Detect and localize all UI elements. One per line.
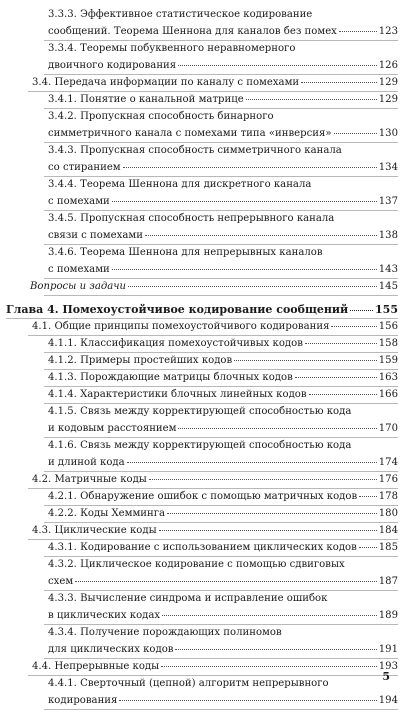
- dot-leader: [359, 547, 377, 548]
- toc-entry-line[interactable]: [32, 473, 398, 487]
- toc-entry-title: для циклических кодов: [48, 644, 174, 655]
- toc-page-number: 130: [378, 128, 398, 139]
- toc-entry-title: 4.2.2. Коды Хемминга: [48, 508, 166, 519]
- dot-leader: [145, 235, 377, 236]
- toc-entry-line[interactable]: [48, 178, 398, 192]
- toc-separator: [28, 91, 398, 92]
- dot-leader: [359, 496, 377, 497]
- toc-separator: [44, 108, 398, 109]
- toc-entry-title: 3.3.3. Эффективное статистическое кодирование: [48, 9, 313, 20]
- toc-page-number: 166: [378, 389, 398, 400]
- toc-separator: [44, 437, 398, 438]
- toc-page-number: 185: [378, 542, 398, 553]
- toc-entry-title: 3.4.4. Теорема Шеннона для дискретного канала: [48, 179, 312, 190]
- toc-entry-line[interactable]: [48, 439, 398, 453]
- toc-page-number: 193: [378, 661, 398, 672]
- toc-entry-title: в циклических кодах: [48, 610, 161, 621]
- dot-leader: [112, 201, 377, 202]
- dot-leader: [178, 428, 376, 429]
- toc-page-number: 194: [378, 695, 398, 706]
- toc-entry-title: 3.4.2. Пропускная способность бинарного: [48, 111, 274, 122]
- toc-entry-line[interactable]: [48, 229, 398, 243]
- toc-chapter-line[interactable]: [6, 303, 398, 317]
- toc-entry-title: 4.1.1. Классификация помехоустойчивых кодов: [48, 338, 303, 349]
- toc-entry-line[interactable]: [48, 59, 398, 73]
- toc-entry-title: 4.2.1. Обнаружение ошибок с помощью матричных кодов: [48, 491, 358, 502]
- toc-entry-line[interactable]: [48, 8, 398, 22]
- toc-entry-line[interactable]: [48, 161, 398, 175]
- toc-page-number: 145: [378, 281, 398, 292]
- dot-leader: [295, 377, 377, 378]
- toc-separator: [44, 590, 398, 591]
- toc-entry-line[interactable]: [48, 592, 398, 606]
- toc-entry-title: 4.2. Матричные коды: [32, 474, 147, 485]
- toc-entry-title: 3.4.6. Теорема Шеннона для непрерывных каналов: [48, 247, 323, 258]
- toc-entry-line[interactable]: [48, 42, 398, 56]
- toc-entry-line[interactable]: [48, 558, 398, 572]
- toc-entry-title: 4.3.3. Вычисление синдрома и исправление ошибок: [48, 593, 328, 604]
- toc-entry-title: 3.4.1. Понятие о канальной матрице: [48, 94, 244, 105]
- dot-leader: [350, 310, 373, 311]
- toc-entry-line[interactable]: [32, 76, 398, 90]
- dot-leader: [309, 394, 377, 395]
- toc-page-number: 174: [378, 457, 398, 468]
- toc-page-number: 159: [378, 355, 398, 366]
- toc-page-number: 143: [378, 264, 398, 275]
- toc-entry-title: Глава 4. Помехоустойчивое кодирование сообщений: [6, 303, 349, 316]
- toc-entry-title: 4.3.4. Получение порождающих полиномов: [48, 627, 282, 638]
- toc-separator: [44, 369, 398, 370]
- toc-page-number: 191: [378, 644, 398, 655]
- dot-leader: [112, 269, 377, 270]
- toc-separator: [44, 176, 398, 177]
- toc-entry-line[interactable]: [48, 405, 398, 419]
- toc-entry-line[interactable]: [32, 320, 398, 334]
- toc-entry-line[interactable]: [48, 110, 398, 124]
- dot-leader: [75, 581, 377, 582]
- toc-entry-title: со стиранием: [48, 162, 121, 173]
- toc-entry-title: симметричного канала с помехами типа «инверсия»: [48, 128, 332, 139]
- toc-entry-line[interactable]: [48, 575, 398, 589]
- dot-leader: [161, 666, 377, 667]
- toc-entry-title: 3.3.4. Теоремы побуквенного неравномерного: [48, 43, 296, 54]
- toc-entry-title: и кодовым расстоянием: [48, 423, 177, 434]
- toc-entry-title: 4.4. Непрерывные коды: [32, 661, 160, 672]
- toc-entry-title: с помехами: [48, 264, 110, 275]
- toc-entry-line[interactable]: [32, 524, 398, 538]
- toc-separator: [44, 403, 398, 404]
- toc-page-number: 155: [375, 303, 398, 316]
- toc-page-number: 176: [378, 474, 398, 485]
- dot-leader: [159, 530, 377, 531]
- toc-entry-line[interactable]: [48, 337, 398, 351]
- toc-entry-title: связи с помехами: [48, 230, 143, 241]
- dot-leader: [246, 99, 377, 100]
- toc-entry-line[interactable]: [48, 212, 398, 226]
- toc-page-number: 129: [378, 94, 398, 105]
- toc-entry-title: 4.3.1. Кодирование с использованием циклических кодов: [48, 542, 357, 553]
- toc-entry-line[interactable]: [48, 609, 398, 623]
- toc-entry-title: кодирования: [48, 695, 118, 706]
- toc-entry-title: 4.3. Циклические коды: [32, 525, 157, 536]
- toc-entry-line[interactable]: [48, 388, 398, 402]
- toc-separator: [44, 352, 398, 353]
- toc-separator: [44, 244, 398, 245]
- toc-separator: [44, 295, 398, 296]
- toc-entry-title: 4.1.6. Связь между корректирующей способностью кода: [48, 440, 352, 451]
- toc-page-number: 184: [378, 525, 398, 536]
- toc-separator: [44, 556, 398, 557]
- toc-entry-title: 4.4.1. Сверточный (цепной) алгоритм непрерывного: [48, 678, 329, 689]
- toc-page-number: 189: [378, 610, 398, 621]
- toc-entry-title: двоичного кодирования: [48, 60, 177, 71]
- toc-separator: [44, 624, 398, 625]
- dot-leader: [149, 479, 377, 480]
- toc-entry-line[interactable]: [48, 246, 398, 260]
- toc-separator: [44, 278, 398, 279]
- toc-separator: [44, 505, 398, 506]
- toc-page-number: 138: [378, 230, 398, 241]
- toc-entry-title: 3.4. Передача информации по каналу с помехами: [32, 77, 300, 88]
- toc-entry-line[interactable]: [30, 280, 398, 294]
- dot-leader: [234, 360, 377, 361]
- dot-leader: [301, 82, 377, 83]
- toc-page-number: 158: [378, 338, 398, 349]
- toc-page-number: 170: [378, 423, 398, 434]
- toc-entry-line[interactable]: [48, 490, 398, 504]
- dot-leader: [128, 286, 377, 287]
- toc-page-number: 156: [378, 321, 398, 332]
- dot-leader: [127, 462, 377, 463]
- toc-entry-line[interactable]: [48, 677, 398, 691]
- toc-separator: [28, 675, 398, 676]
- toc-entry-line[interactable]: [48, 371, 398, 385]
- dot-leader: [123, 167, 377, 168]
- toc-entry-line[interactable]: [48, 507, 398, 521]
- toc-entry-title: 4.1.3. Порождающие матрицы блочных кодов: [48, 372, 293, 383]
- dot-leader: [334, 133, 377, 134]
- dot-leader: [162, 615, 377, 616]
- dot-leader: [305, 343, 377, 344]
- toc-separator: [44, 471, 398, 472]
- toc-entry-title: 3.4.3. Пропускная способность симметричного канала: [48, 145, 342, 156]
- toc-separator: [44, 386, 398, 387]
- toc-separator: [28, 335, 398, 336]
- toc-entry-title: Вопросы и задачи: [30, 281, 127, 292]
- toc-entry-line[interactable]: [48, 195, 398, 209]
- toc-entry-line[interactable]: [48, 263, 398, 277]
- dot-leader: [175, 649, 376, 650]
- toc-entry-line[interactable]: [48, 694, 398, 708]
- toc-entry-title: схем: [48, 576, 74, 587]
- toc-entry-line[interactable]: [48, 127, 398, 141]
- toc-separator: [44, 40, 398, 41]
- toc-separator: [28, 488, 398, 489]
- toc-entry-title: 4.1.2. Примеры простейших кодов: [48, 355, 233, 366]
- toc-separator: [28, 539, 398, 540]
- toc-separator: [44, 210, 398, 211]
- dot-leader: [167, 513, 377, 514]
- toc-entry-line[interactable]: [48, 354, 398, 368]
- toc-page-number: 178: [378, 491, 398, 502]
- toc-entry-title: сообщений. Теорема Шеннона для каналов без помех: [48, 26, 337, 37]
- toc-entry-line[interactable]: [48, 626, 398, 640]
- toc-page-number: 123: [378, 26, 398, 37]
- toc-entry-line[interactable]: [48, 643, 398, 657]
- page-number: 5: [382, 670, 390, 683]
- toc-entry-title: 4.1.5. Связь между корректирующей способностью кода: [48, 406, 352, 417]
- toc-entry-line[interactable]: [48, 456, 398, 470]
- toc-separator: [44, 658, 398, 659]
- toc-entry-line[interactable]: [48, 25, 398, 39]
- toc-entry-title: 4.1. Общие принципы помехоустойчивого кодирования: [32, 321, 330, 332]
- dot-leader: [178, 65, 377, 66]
- toc-entry-title: с помехами: [48, 196, 110, 207]
- toc-separator: [44, 142, 398, 143]
- dot-leader: [331, 326, 376, 327]
- toc-entry-title: 3.4.5. Пропускная способность непрерывного канала: [48, 213, 335, 224]
- toc-page-number: 137: [378, 196, 398, 207]
- toc-entry-title: и длиной кода: [48, 457, 125, 468]
- toc-page-number: 187: [378, 576, 398, 587]
- toc-entry-title: 4.1.4. Характеристики блочных линейных кодов: [48, 389, 307, 400]
- toc-entry-line[interactable]: [48, 144, 398, 158]
- toc-separator: [6, 318, 398, 319]
- dot-leader: [339, 31, 377, 32]
- toc-entry-title: 4.3.2. Циклическое кодирование с помощью сдвиговых: [48, 559, 345, 570]
- toc-page-number: 163: [378, 372, 398, 383]
- toc-page-number: 134: [378, 162, 398, 173]
- toc-page-number: 129: [378, 77, 398, 88]
- toc-separator: [44, 74, 398, 75]
- dot-leader: [119, 700, 376, 701]
- toc-page-number: 126: [378, 60, 398, 71]
- toc-entry-line[interactable]: [48, 422, 398, 436]
- toc-entry-line[interactable]: [48, 541, 398, 555]
- toc-entry-line[interactable]: [32, 660, 398, 674]
- toc-page-number: 180: [378, 508, 398, 519]
- toc-entry-line[interactable]: [48, 93, 398, 107]
- toc-separator: [44, 522, 398, 523]
